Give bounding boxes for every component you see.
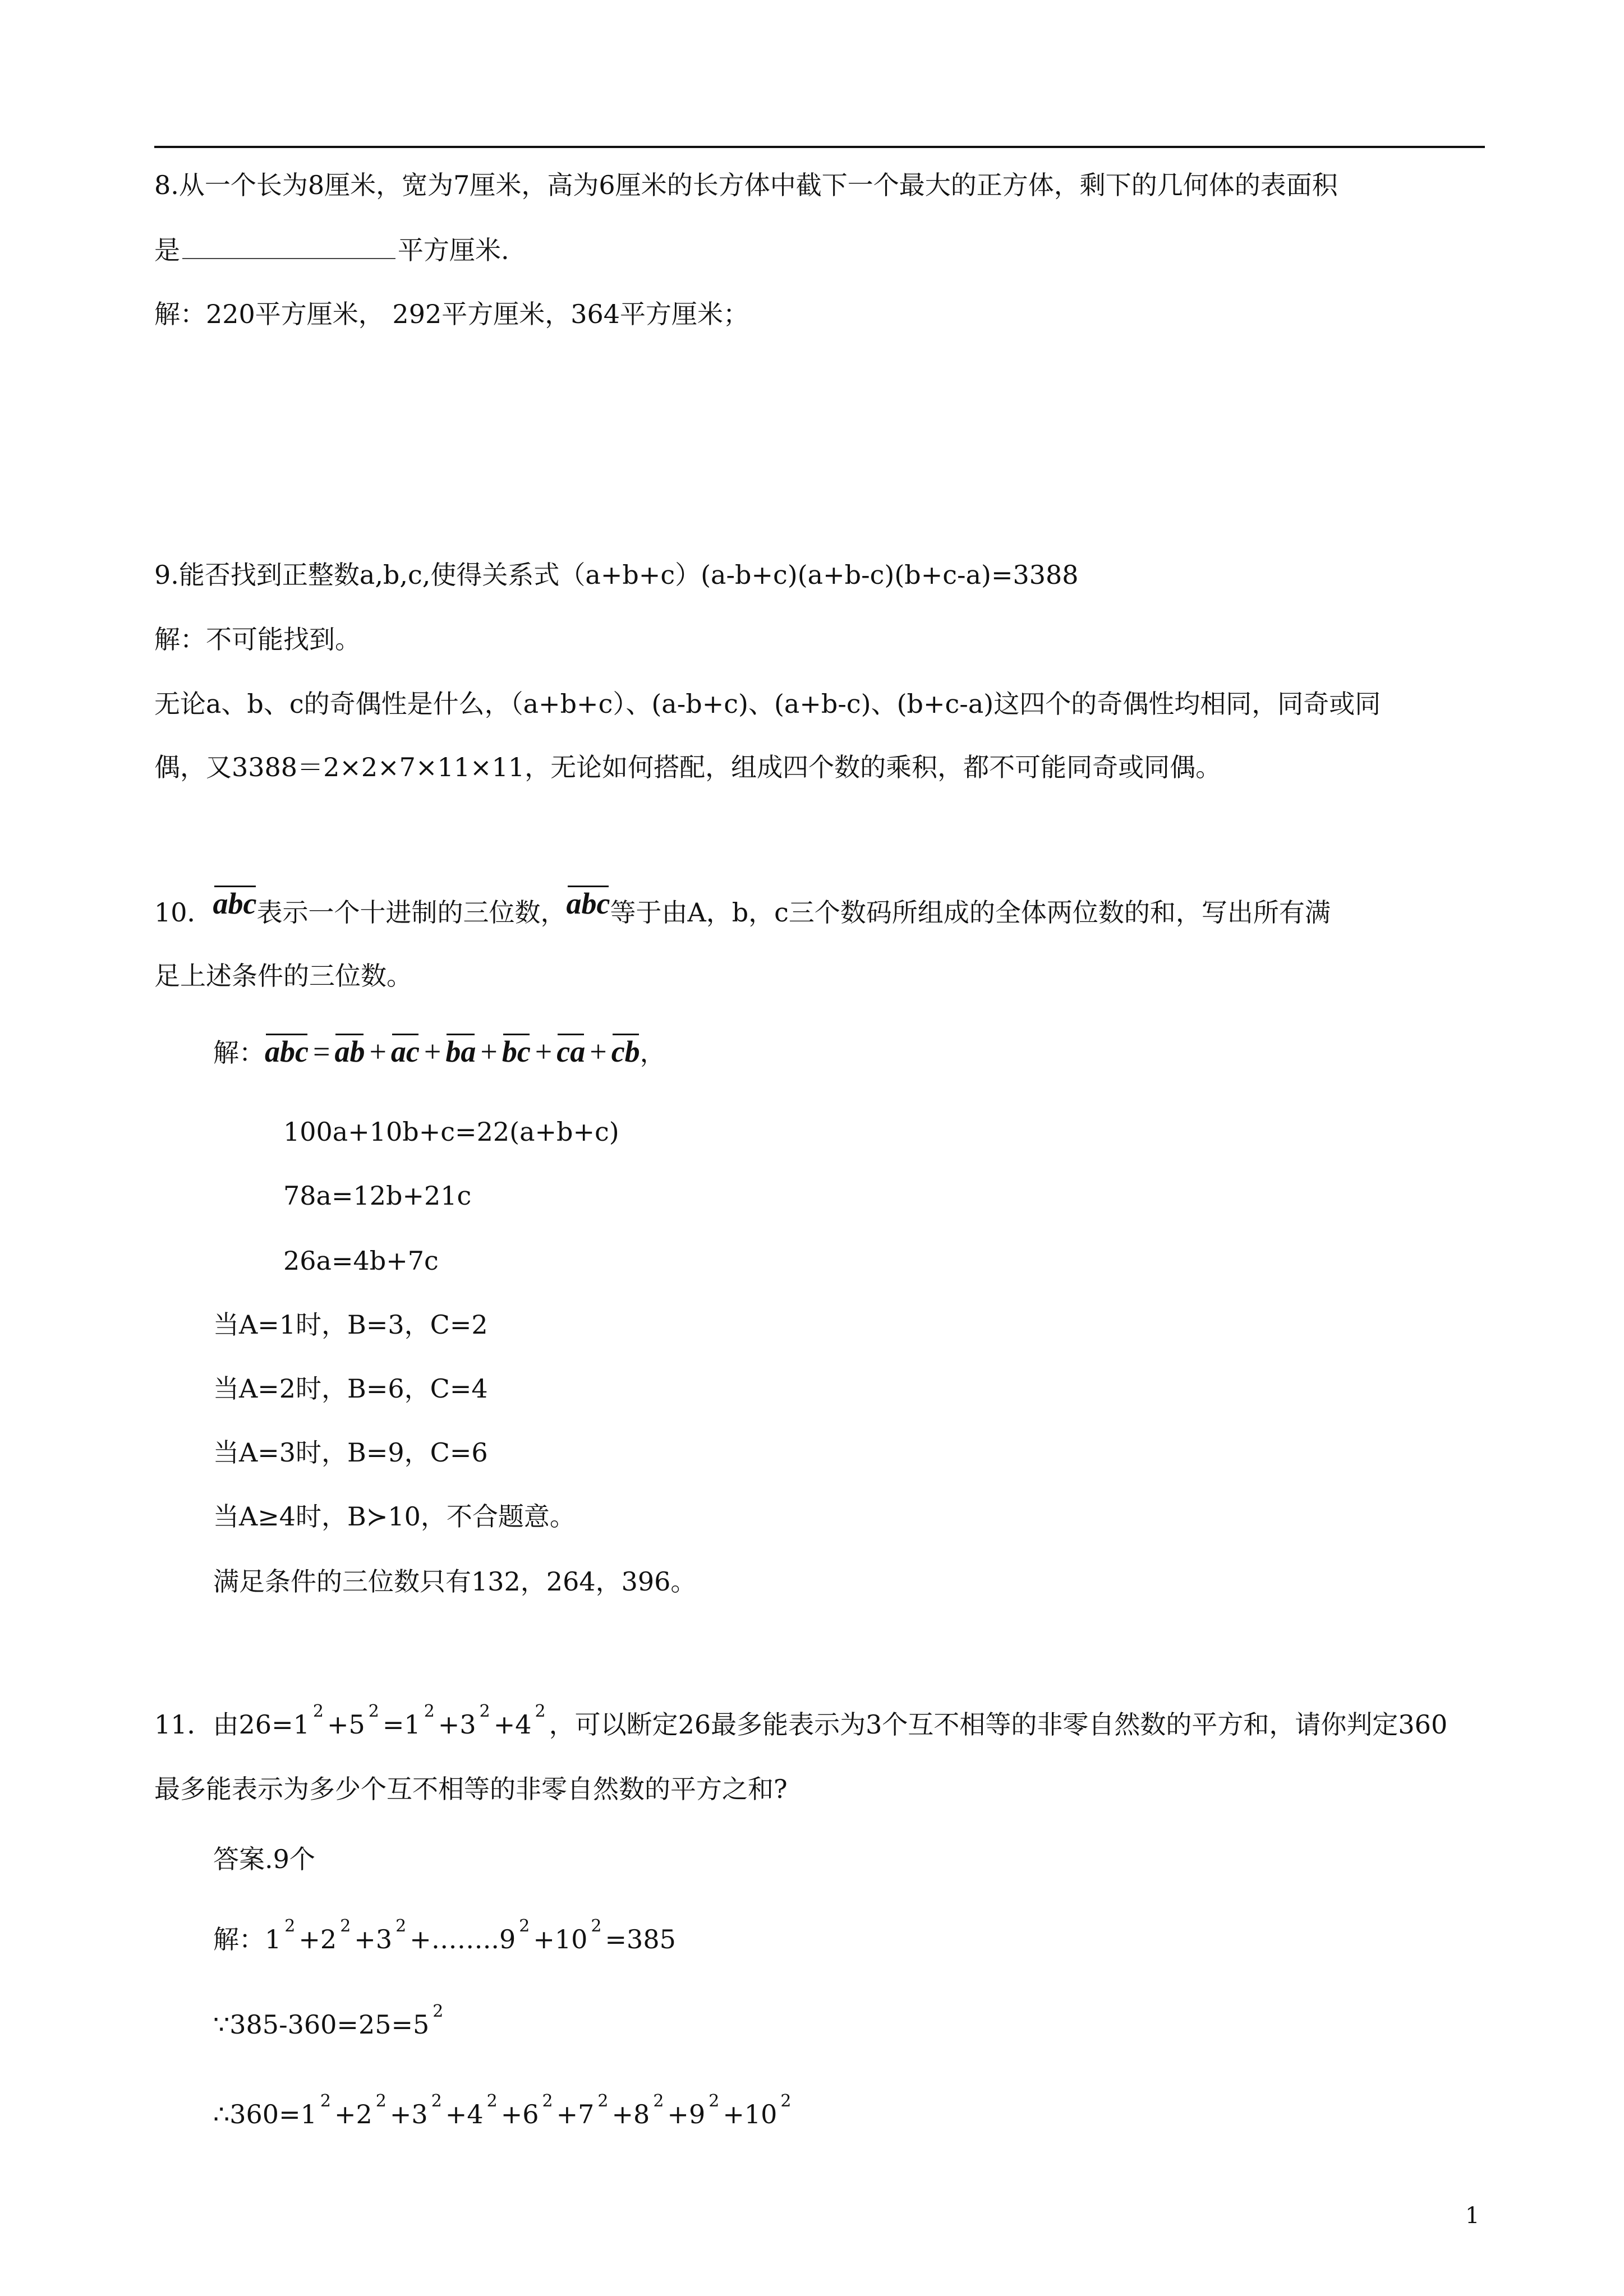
eq-plus: + (590, 1035, 607, 1068)
q10-line1 (154, 887, 1331, 929)
exponent: 2 (395, 1916, 407, 1936)
q11-solution: 解：1 $^2$ +2 $^2$ +3 $^2$ +……..9 $^2$ +10 $^2$ =385 (213, 1916, 676, 1954)
q11-therefore: ∴360=1 $^2$ +2 $^2$ +3 $^2$ +4 $^2$ +6 $^2$ +7 $^2$ +8 $^2$ +9 $^2$ +10 $^2$ (213, 2097, 795, 2135)
q11-line1-rest: ，可以断定26最多能表示为3个互不相等的非零自然数的平方和，请你判定360 (549, 1709, 1448, 1740)
exponent: 2 (780, 2091, 792, 2111)
exponent: 2 (653, 2091, 664, 2111)
eq-plus: + (369, 1035, 387, 1068)
q9-question: 9.能否找到正整数a,b,c,使得关系式（a+b+c）(a-b+c)(a+b-c)(b+c-a)=3388 (154, 560, 1079, 590)
exponent: 2 (591, 1916, 602, 1936)
q11-answer: 答案.9个 (213, 1844, 315, 1874)
eq-term-cb: cb (611, 1035, 640, 1068)
eq-term-ac: ac (390, 1035, 420, 1068)
eq-term-ba: ba (445, 1035, 476, 1068)
q10-conclusion: 满足条件的三位数只有132，264，396。 (213, 1566, 697, 1597)
q8-line2-start: 是 (154, 235, 180, 265)
exponent: 2 (340, 1916, 351, 1936)
abc-overline-1: abc (213, 887, 257, 920)
exponent: 2 (431, 2091, 442, 2111)
exponent: 2 (597, 2091, 609, 2111)
exponent: 2 (433, 2002, 444, 2021)
q8-line2-end: 平方厘米. (398, 235, 509, 265)
exponent: 2 (542, 2091, 553, 2111)
q10-case-4: 当A≥4时，B≻10，不合题意。 (213, 1501, 576, 1532)
eq-end: ， (640, 1038, 666, 1068)
therefore-line: ∴360=1 (213, 2099, 317, 2129)
page-number: 1 (1465, 2203, 1480, 2229)
q11-line2: 最多能表示为多少个互不相等的非零自然数的平方之和? (154, 1774, 788, 1804)
eq-term-ca: ca (556, 1035, 586, 1068)
eq-term-bc: bc (502, 1035, 531, 1068)
exponent: 2 (519, 1916, 530, 1936)
q8-answer: 解：220平方厘米， 292平方厘米，364平方厘米； (154, 299, 749, 329)
header-rule (154, 146, 1485, 148)
exponent: 2 (312, 1702, 324, 1721)
exponent: 2 (709, 2091, 720, 2111)
q10-case-3: 当A=3时，B=9，C=6 (213, 1437, 488, 1468)
q11-line1-start: 11．由26=1 (154, 1709, 310, 1740)
because-line: ∵385-360=25=5 (213, 2009, 430, 2040)
eq-abc: abc (265, 1035, 309, 1068)
exponent: 2 (486, 2091, 498, 2111)
q10-case-2: 当A=2时，B=6，C=4 (213, 1373, 488, 1404)
q9-explain-line1: 无论a、b、c的奇偶性是什么，（a+b+c）、(a-b+c)、(a+b-c)、(b+c-a)这四个的奇偶性均相同，同奇或同 (154, 689, 1381, 719)
q10-number: 10． (154, 897, 213, 928)
eq-plus: + (424, 1035, 441, 1068)
exponent: 2 (424, 1702, 435, 1721)
eq-term-ab: ab (334, 1035, 365, 1068)
exponent: 2 (479, 1702, 490, 1721)
eq-plus: + (480, 1035, 498, 1068)
q8-line2 (154, 233, 509, 267)
q10-case-1: 当A=1时，B=3，C=2 (213, 1310, 488, 1340)
abc-overline-2: abc (566, 887, 610, 920)
q10-equation (213, 1035, 666, 1069)
exponent: 2 (368, 1702, 379, 1721)
q11-solution-start: 解：1 (213, 1924, 282, 1954)
q10-step-2: 78a=12b+21c (283, 1181, 472, 1211)
q11-line1: 11．由26=1 $^2$ +5 $^2$ =1 $^2$ +3 $^2$ +4 $^2$ ，可以断定26最多能表示为3个互不相等的非零自然数的平方和，请你判定360 (154, 1702, 1448, 1740)
exponent: 2 (535, 1702, 546, 1721)
q9-explain-line2: 偶，又3388＝2×2×7×11×11，无论如何搭配，组成四个数的乘积，都不可能同奇或同偶。 (154, 752, 1222, 782)
exponent: 2 (375, 2091, 387, 2111)
exponent: 2 (284, 1916, 296, 1936)
exponent: 2 (320, 2091, 331, 2111)
q10-step-3: 26a=4b+7c (283, 1246, 439, 1276)
answer-blank (182, 237, 395, 259)
q10-text1: 表示一个十进制的三位数， (256, 897, 567, 928)
q10-solution-label: 解： (213, 1038, 265, 1068)
q10-text2: 等于由A，b，c三个数码所组成的全体两位数的和，写出所有满 (610, 897, 1331, 928)
q8-line1: 8.从一个长为8厘米，宽为7厘米，高为6厘米的长方体中截下一个最大的正方体，剩下的几何体的表面积 (154, 170, 1338, 200)
eq-equals: = (312, 1035, 330, 1068)
q11-because (213, 2002, 447, 2045)
q10-step-1: 100a+10b+c=22(a+b+c) (283, 1117, 619, 1147)
eq-plus: + (535, 1035, 553, 1068)
q10-line2: 足上述条件的三位数。 (154, 961, 412, 991)
q9-answer: 解：不可能找到。 (154, 624, 361, 654)
